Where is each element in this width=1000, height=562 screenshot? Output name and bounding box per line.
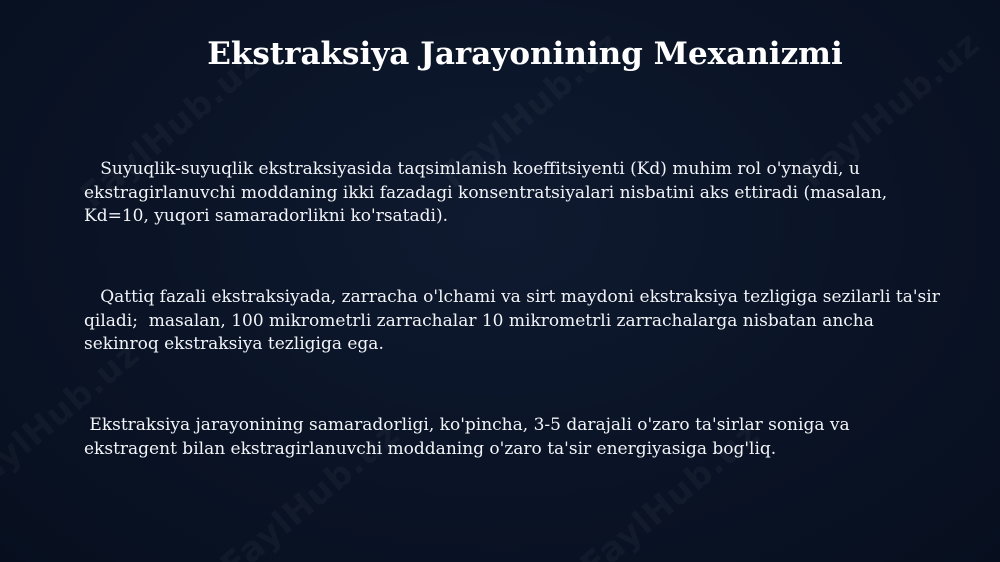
slide-title: Ekstraksiya Jarayonining Mexanizmi bbox=[207, 36, 843, 72]
paragraph-solid-phase-extraction: Qattiq fazali ekstraksiyada, zarracha o'lchami va sirt maydoni ekstraksiya tezligiga sezilarli ta'sir qiladi; masalan, 100 mikrometrli zarrachalar 10 mikrometrli zarrachalarga nisbatan ancha sekinroq ekstraksiya tezligiga ega. bbox=[84, 287, 946, 354]
paragraph-liquid-extraction: Suyuqlik-suyuqlik ekstraksiyasida taqsimlanish koeffitsiyenti (Kd) muhim rol o'ynaydi, u ekstragirlanuvchi moddaning ikki fazadagi konsentratsiyalari nisbatini aks ettiradi (masalan, Kd=10, yuqori samaradorlikni ko'rsatadi). bbox=[84, 159, 893, 226]
paragraph-extraction-efficiency: Ekstraksiya jarayonining samaradorligi, ko'pincha, 3-5 darajali o'zaro ta'sirlar soniga va ekstragent bilan ekstragirlanuvchi moddaning o'zaro ta'sir energiyasiga bog'liq. bbox=[84, 415, 856, 459]
